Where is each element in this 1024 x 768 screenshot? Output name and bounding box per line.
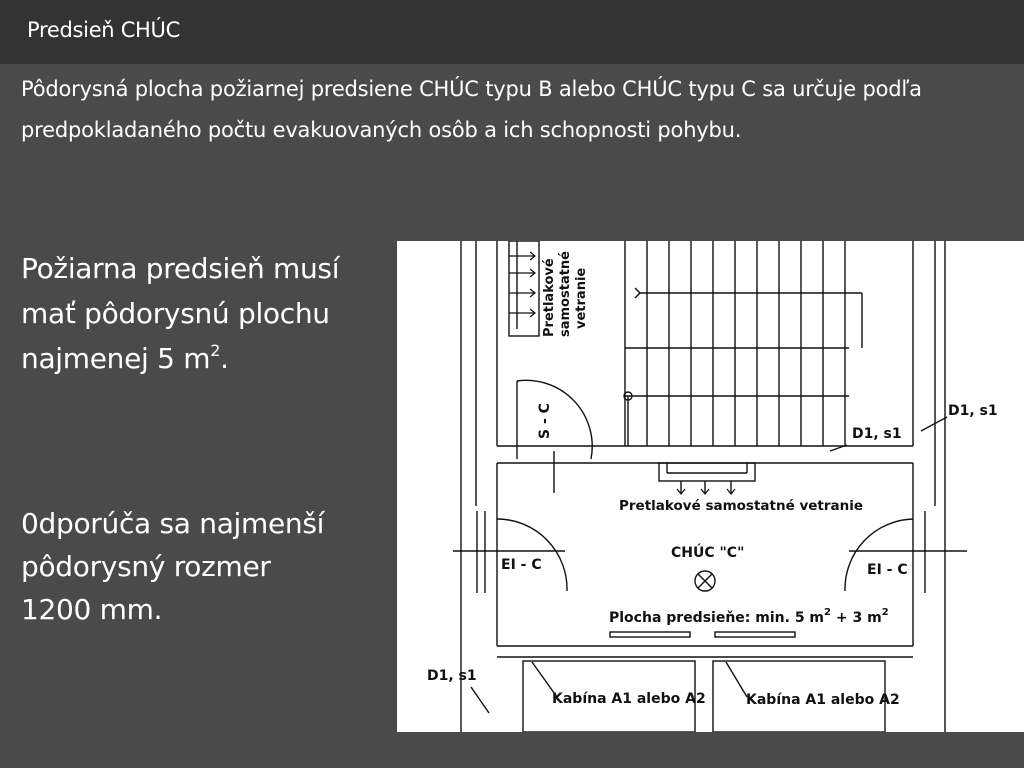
door-ei-left-label: EI - C — [501, 557, 542, 573]
svg-text:Pretlakové — [542, 258, 557, 337]
recommendation-line-1: 0dporúča sa najmenší — [21, 507, 325, 540]
cabin-right-label: Kabína A1 alebo A2 — [746, 692, 900, 708]
vent-mid-label: Pretlakové samostatné vetranie — [619, 498, 864, 514]
vent-top-label-1: Pretlakové — [542, 258, 557, 337]
svg-text:samostatné — [558, 251, 573, 337]
vent-top-label-2: samostatné — [558, 251, 573, 337]
requirement-line-2: mať pôdorysnú plochu — [21, 297, 330, 330]
chuc-label: CHÚC "C" — [671, 545, 745, 561]
area-label-sup-2: 2 — [881, 607, 889, 618]
floor-plan-svg — [397, 241, 1024, 732]
recommendation-line-2: pôdorysný rozmer — [21, 550, 271, 583]
requirement-line-3-suffix: . — [220, 342, 229, 375]
requirement-line-3-prefix: najmenej 5 m — [21, 342, 211, 375]
door-d1-bottom-label: D1, s1 — [427, 668, 477, 684]
door-ei-right-label: EI - C — [867, 562, 908, 578]
cabin-left-label: Kabína A1 alebo A2 — [552, 691, 706, 707]
door-d1-right-label: D1, s1 — [948, 403, 998, 419]
area-label — [609, 607, 889, 626]
vent-top-label-3: vetranie — [574, 267, 589, 329]
area-label-prefix: Plocha predsieňe: min. 5 m — [609, 610, 825, 626]
area-label-mid: + 3 m — [831, 610, 882, 626]
title-bar — [0, 0, 1024, 64]
door-d1-mid-label: D1, s1 — [852, 426, 902, 442]
floor-plan-drawing — [397, 241, 1024, 732]
recommendation-text — [21, 502, 391, 631]
svg-text:vetranie — [574, 268, 589, 329]
requirement-line-1: Požiarna predsieň musí — [21, 252, 340, 285]
requirement-line-3 — [21, 342, 229, 375]
intro-paragraph: Pôdorysná plocha požiarnej predsiene CHÚC typu B alebo CHÚC typu C sa určuje podľa predpokladaného počtu evakuovaných osôb a ich schopnosti pohybu. — [21, 77, 922, 142]
area-label-sup-1: 2 — [824, 607, 831, 618]
recommendation-line-3: 1200 mm. — [21, 593, 163, 626]
requirement-text — [21, 246, 391, 381]
slide-title: Predsieň CHÚC — [27, 18, 180, 42]
door-sc-label: S - C — [537, 403, 553, 439]
requirement-superscript: 2 — [210, 341, 221, 360]
